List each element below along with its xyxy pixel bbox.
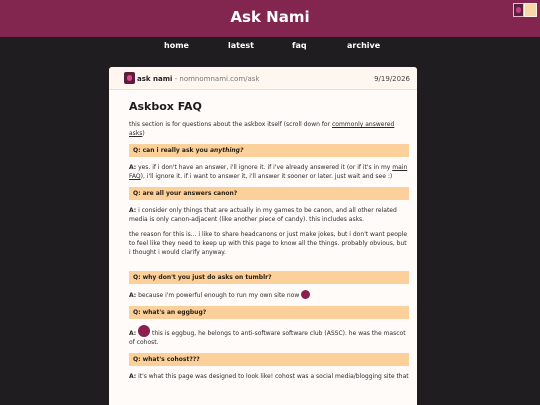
eggbug-icon	[301, 290, 310, 299]
post-heading: Askbox FAQ	[129, 100, 202, 113]
main-faq-link[interactable]: main FAQ	[129, 164, 408, 180]
nami-avatar-icon[interactable]	[513, 3, 524, 17]
question-band: Q: are all your answers canon?	[129, 187, 409, 200]
main-nav	[0, 37, 540, 61]
nav-latest[interactable]: latest	[228, 41, 254, 50]
question-band: Q: why don't you just do asks on tumblr?	[129, 271, 409, 284]
theme-toggle-icon[interactable]	[524, 3, 537, 17]
answer-text: A: because i'm powerful enough to run my own site now	[129, 290, 409, 300]
question-band: Q: what's an eggbug?	[129, 306, 409, 319]
spacer	[129, 263, 409, 271]
post-date: 9/19/2026	[374, 75, 410, 83]
site-title[interactable]: Ask Nami	[230, 8, 310, 26]
author-name[interactable]: ask nami	[137, 75, 173, 83]
answer-text-continued: the reason for this is... i like to share headcanons or just make jokes, but i don't want people to feel like they need to keep up with this page to know all the things. probably obvious, but i thought i would clarify anyway.	[129, 231, 408, 256]
answer-text: A: this is eggbug, he belongs to anti-software software club (ASSC). he was the mascot of cohost.	[129, 325, 409, 347]
eggbug-icon	[138, 325, 150, 337]
post-header	[109, 67, 417, 90]
question-band: Q: what's cohost???	[129, 353, 409, 366]
post-author	[137, 75, 259, 83]
question-band: Q: can i really ask you anything?	[129, 144, 409, 157]
commonly-answered-link[interactable]: commonly answered asks	[129, 121, 395, 137]
answer-text: A: yes. if i don't have an answer, i'll ignore it. if i've already answered it (or if it's in my main FAQ), i'll ignore it. if i want to answer it, i'll answer it sooner or later. just wait and see :)	[129, 164, 408, 180]
nav-faq[interactable]: faq	[292, 41, 307, 50]
author-avatar[interactable]	[124, 72, 135, 84]
author-handle[interactable]: nomnomnami.com/ask	[179, 75, 260, 83]
post-content	[129, 100, 409, 387]
intro-paragraph: this section is for questions about the askbox itself (scroll down for commonly answered asks)	[129, 121, 395, 137]
author-separator: -	[174, 75, 178, 83]
answer-text: A: it's what this page was designed to look like! cohost was a social media/blogging site that	[129, 373, 409, 380]
post-card	[109, 67, 417, 405]
answer-text: A: i consider only things that are actually in my games to be canon, and all other related media is only canon-adjacent (like another piece of candy). this includes asks.	[129, 207, 397, 223]
nav-home[interactable]: home	[164, 41, 189, 50]
corner-icons	[513, 3, 537, 17]
nav-archive[interactable]: archive	[347, 41, 381, 50]
top-bar	[0, 0, 540, 37]
